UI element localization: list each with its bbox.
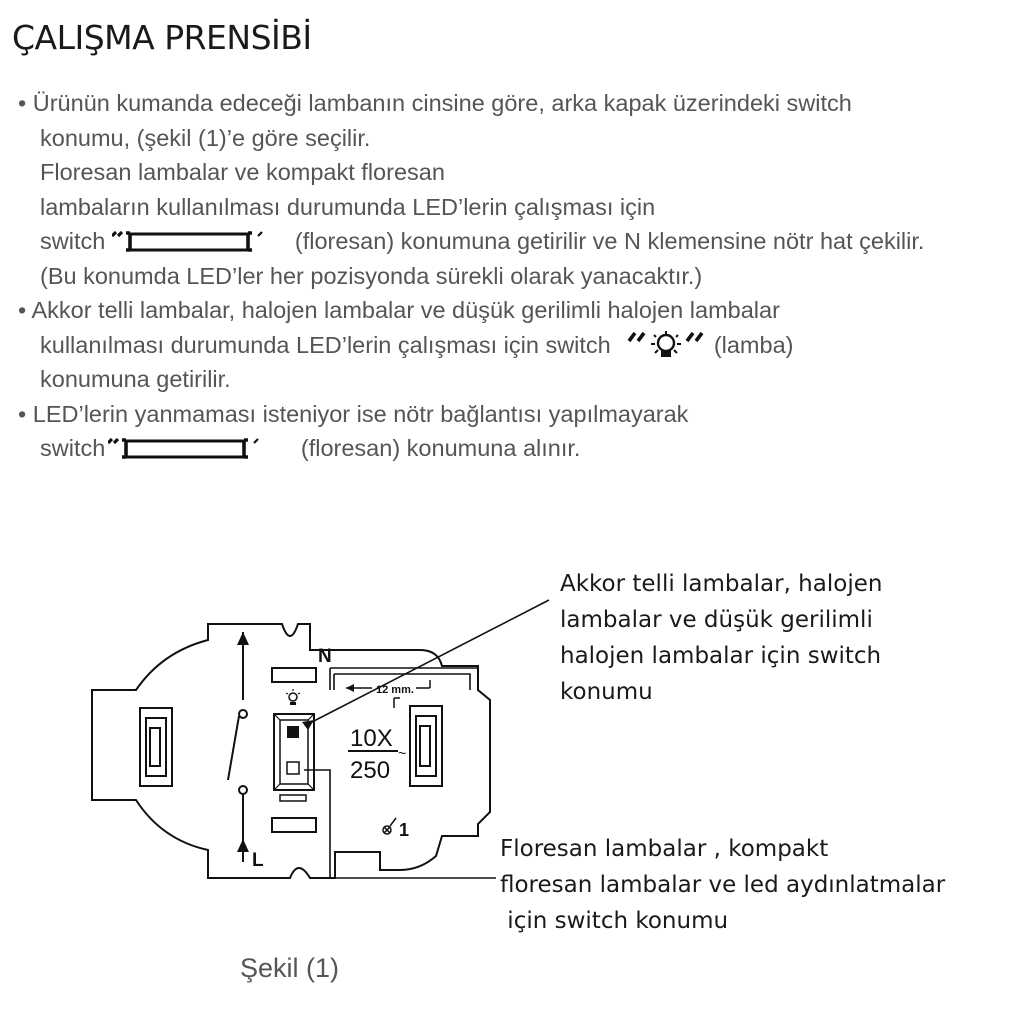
- left-mounting-slot: [140, 708, 172, 786]
- text-fragment: switch: [40, 435, 106, 461]
- callout-line: için switch konumu: [500, 908, 729, 934]
- text-fragment: switch: [40, 228, 106, 254]
- text-line: konumuna getirilir.: [40, 366, 231, 392]
- text-fragment: kullanılması durumunda LED’lerin çalışması için switch: [40, 331, 611, 358]
- text-line: konumu, (şekil (1)’e göre seçilir.: [40, 124, 371, 151]
- text-line: • Ürünün kumanda edeceği lambanın cinsine göre, arka kapak üzerindeki switch: [18, 90, 852, 116]
- callout-fluorescent-position: [500, 831, 945, 939]
- rating-voltage: 250: [350, 757, 391, 784]
- text-line: lambaların kullanılması durumunda LED’lerin çalışması için: [40, 193, 656, 220]
- text-line: [18, 224, 1018, 259]
- right-mounting-slot: [410, 706, 442, 786]
- instructions-text: [18, 86, 1018, 466]
- switch-position-lamp: [287, 726, 299, 738]
- page-title: ÇALIŞMA PRENSİBİ: [12, 18, 312, 57]
- text-line: • LED’lerin yanmaması isteniyor ise nötr bağlantısı yapılmayarak: [18, 400, 689, 427]
- lamp-terminal-icon: [383, 818, 396, 834]
- fluorescent-tube-icon: [112, 226, 272, 260]
- lamp-bulb-icon: [627, 329, 707, 363]
- switch-position-fluorescent: [287, 762, 299, 774]
- callout-line: konumu: [560, 679, 653, 705]
- rating-current: 10X: [350, 725, 393, 752]
- callout-line: lambalar ve düşük gerilimli: [560, 607, 873, 633]
- text-line: (Bu konumda LED’ler her pozisyonda sürekli olarak yanacaktır.): [40, 262, 703, 289]
- text-line: [18, 328, 1018, 363]
- callout-line: Floresan lambalar , kompakt: [500, 836, 829, 862]
- ac-symbol: ~: [398, 745, 407, 761]
- indicator-window-top: [272, 668, 316, 682]
- switch-schematic: [228, 632, 249, 862]
- text-fragment: (floresan) konumuna getirilir ve N klemensine nötr hat çekilir.: [294, 228, 925, 254]
- leader-line-lamp: [312, 600, 549, 722]
- text-fragment: (floresan) konumuna alınır.: [300, 435, 581, 461]
- text-line: [18, 431, 1018, 466]
- text-fragment: (lamba): [713, 331, 794, 358]
- lamp-terminal-label: 1: [399, 820, 410, 840]
- indicator-window-bottom: [272, 818, 316, 832]
- text-line: Floresan lambalar ve kompakt floresan: [40, 159, 445, 185]
- strip-length-label: 12 mm.: [376, 684, 414, 696]
- callout-line: Akkor telli lambalar, halojen: [560, 571, 883, 597]
- terminal-l-label: L: [252, 850, 264, 871]
- terminal-n-label: N: [318, 646, 332, 667]
- callout-line: floresan lambalar ve led aydınlatmalar: [500, 872, 946, 898]
- callout-lamp-position: [560, 566, 882, 710]
- switch-slot: [280, 795, 306, 801]
- lamp-mini-icon: [286, 689, 300, 705]
- callout-line: halojen lambalar için switch: [560, 643, 882, 669]
- fluorescent-tube-icon: [108, 433, 268, 467]
- figure-caption: Şekil (1): [240, 953, 340, 983]
- text-line: • Akkor telli lambalar, halojen lambalar ve düşük gerilimli halojen lambalar: [18, 297, 780, 323]
